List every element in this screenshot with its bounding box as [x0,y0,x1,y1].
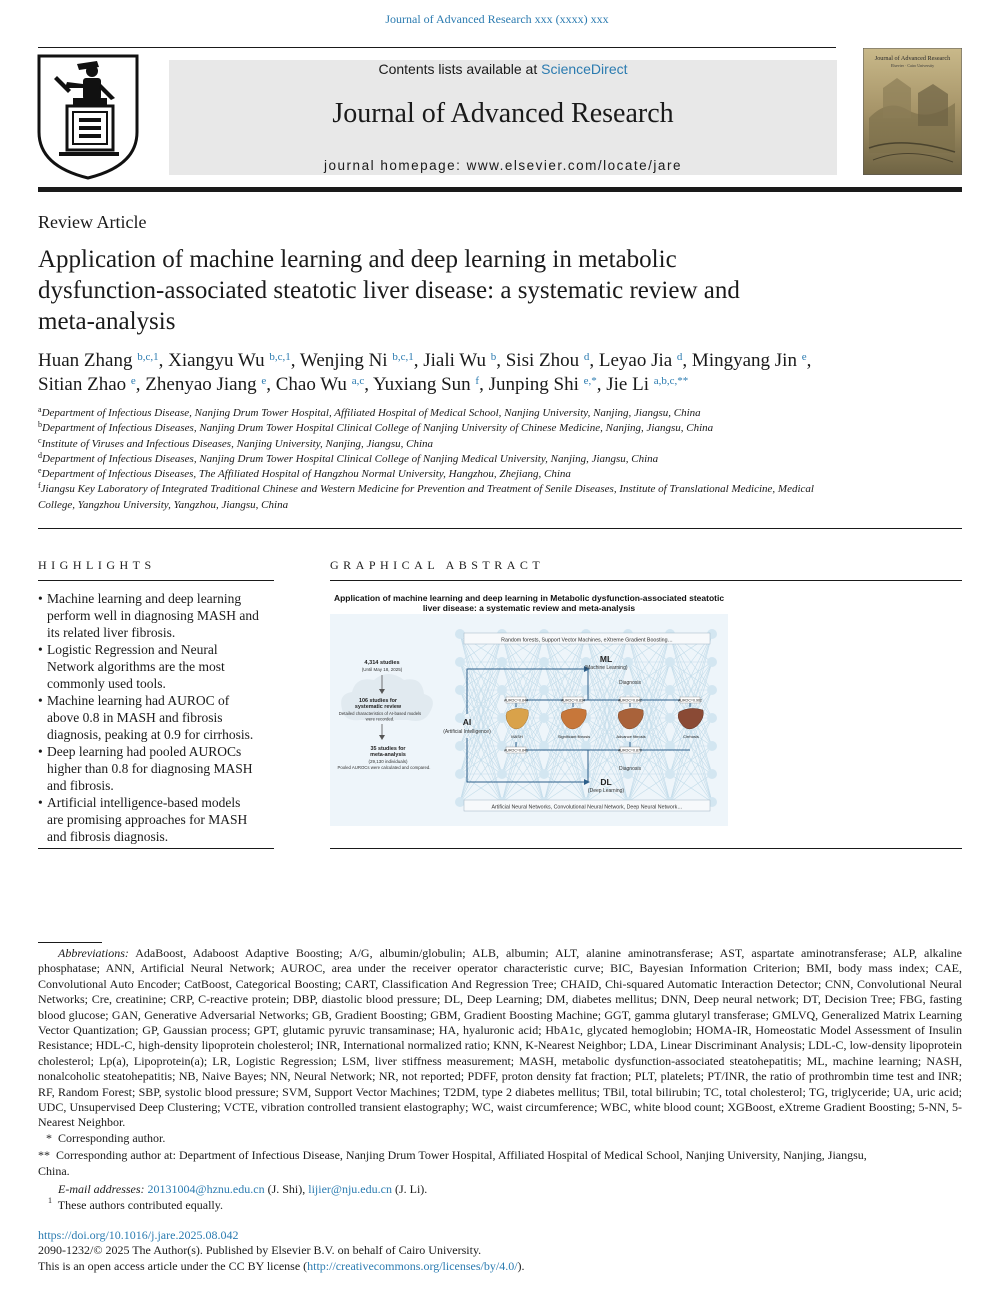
highlight-line: its related liver fibrosis. [47,625,176,640]
ga-title-line: liver disease: a systematic review and meta-analysis [422,603,636,613]
affiliation [38,437,958,452]
author-affil[interactable]: e [801,351,807,363]
network-node [581,685,591,695]
abbreviations-text: AdaBoost, Adaboost Adaptive Boosting; A/G, albumin/globulin; ALB, albumin; ALT, alanine aminotransferase; AST, aspartate aminotransferase; ALP, alkaline phosphatase; ANN, Artificial Neural Network; AUROC, area under the receiver operator characteristic curve; BIC, Bayesian Information Criterion; BMI, body mass index; CAE, Convolutional Auto Encoder; CatBoost, Categorical Boosting; CART, Classification And Regression Tree; CHAID, Chi-squared Automatic Interaction Detector; CNN, Convolutional Neural Networks; Cre, creatinine; CRP, C-reactive protein; DBP, diastolic blood pressure; DL, Deep Learning; DM, diabetes mellitus; DNN, Deep neural network; DT, Decision Tree; FBG, fasting blood glucose; GAN, Generative Adversarial Networks; GB, Gradient Boosting; GBM, Gradient Boosting Machine; GGT, gamma glutaryl transferase; GMLVQ, Generalized Matrix Learning Vector Quantization; GP, Gaussian process; GPT, glutamic pyruvic transaminase; HA, hyaluronic acid; HbA1c, glycated hemoglobin; HOMA-IR, Homeostatic Model Assessment of Insulin Resistance; HDL-C, high-density lipoprotein cholesterol; INR, International normalized ratio; KNN, K-Nearest Neighbor; LDA, Linear Discriminant Analysis; LDL-C, low-density lipoprotein cholesterol; Lp(a), Lipoprotein(a); LR, Logistic Regression; LSM, liver stiffness measurement; MASH, metabolic dysfunction-associated steatohepatitis; ML, machine learning; NASH, nonalcoholic steatohepatitis; NB, Naive Bayes; NN, Neural Network; NR, not reported; PDFF, proton density fat fraction; PLT, platelets; PT/INR, the ratio of prothrombin time test and INR; RF, Random Forest; SBP, systolic blood pressure; SVM, Support Vector Machines; T2DM, type 2 diabetes mellitus; TBil, total bilirubin; TC, total cholesterol; TG, triglyceride; UA, uric acid; UDC, Unsupervised Deep Clustering; VCTE, vibration controlled transient elastography; WC, waist circumference; WBC, white blood count; XGBoost, eXtreme Gradient Boosting; 5-NN, 5-Nearest Neighbor. [38,946,962,1130]
ga-title [330,593,728,613]
cover-title: Journal of Advanced Research [874,55,951,62]
copyright-line: 2090-1232/© 2025 The Author(s). Published by Elsevier B.V. on behalf of Cairo University. [38,1243,482,1258]
license-suffix: ). [517,1258,525,1273]
auroc-tag: AUROC=0.902 [677,698,703,703]
highlight-line: • Machine learning and deep learning [47,591,242,606]
network-node [455,769,465,779]
highlight-line: Network algorithms are the most [47,659,225,674]
affiliation-text: Department of Infectious Diseases, Nanjing Drum Tower Hospital Clinical College of Nanjing University of Chinese Medicine, Nanjing, Jiangsu, China [42,422,714,435]
affiliation [38,406,958,421]
author-name[interactable]: Yuxiang Sun [373,374,471,395]
title-line: Application of machine learning and deep learning in metabolic [38,246,677,273]
header-top-rule [38,47,836,48]
network-node [665,657,675,667]
title-line: meta-analysis [38,308,176,335]
affiliation [38,452,958,467]
author-line: Sitian Zhao $^e$, Zhenyao Jiang $^e$, Chao Wu $^{a,c}$, Yuxiang Sun $^f$, Junping Shi $^{e,*}$, Jie Li $^{a,b,c,**}$ [38,374,689,395]
email-owner: (J. Shi), [267,1182,306,1197]
network-node [539,685,549,695]
studies-2b: systematic review [354,704,402,710]
highlight-line: • Machine learning had AUROC of [47,693,230,708]
footnote-mark: 1 [48,1195,52,1205]
graphical-abstract-heading: GRAPHICAL ABSTRACT [330,558,545,572]
highlight-item [38,641,278,692]
affiliation-text: Jiangsu Key Laboratory of Integrated Traditional Chinese and Western Medicine for Prevention and Treatment of Senile Diseases, Institute of Translational Medicine, Medical [40,483,814,496]
highlight-line: • Deep learning had pooled AUROCs [47,744,242,759]
affiliation-continued: College, Yangzhou University, Yangzhou, Jiangsu, China [38,498,289,511]
corresponding-author-note [38,1131,962,1146]
contents-prefix: Contents lists available at [378,61,542,77]
highlights-bottom-rule [38,848,274,849]
stage-label: MASH [511,734,523,739]
network-node [455,685,465,695]
email-note [38,1182,962,1197]
author-affil[interactable]: a,b,c,** [653,375,689,387]
highlight-line: • Logistic Regression and Neural [47,642,218,657]
network-node [539,713,549,723]
network-node [707,769,717,779]
dl-diagnosis: Diagnosis [619,766,641,772]
affiliation-key: a [38,405,42,414]
author-name[interactable]: Junping Shi [488,374,579,395]
network-node [455,797,465,807]
journal-title: Journal of Advanced Research [332,98,674,129]
highlight-line: commonly used tools. [47,676,166,691]
network-node [455,629,465,639]
author-name[interactable]: Sisi Zhou [505,350,580,371]
network-node [539,769,549,779]
dl-sub: (Deep Learning) [587,788,625,794]
abbreviations-label: Abbreviations: [58,946,129,960]
affiliation-text: Department of Infectious Disease, Nanjing Drum Tower Hospital, Affiliated Hospital of Medical School, Nanjing University, Nanjing, Jiangsu, China [41,407,701,419]
highlight-item [38,794,278,845]
footnote-text: Corresponding author at: Department of Infectious Disease, Nanjing Drum Tower Hospital, Affiliated Hospital of Medical School, Nanjing University, Nanjing, Jiangsu, [56,1148,867,1163]
studies-1-sub: (Until May 18, 2025) [361,667,403,672]
corresponding-author-2-note [38,1148,962,1179]
email-label: E-mail addresses: [58,1182,145,1197]
network-node [455,657,465,667]
sciencedirect-link[interactable]: ScienceDirect [541,61,628,77]
network-node [665,769,675,779]
network-node [707,685,717,695]
studies-3: 35 studies for [370,746,406,752]
affiliation [38,421,958,436]
highlight-item [38,590,278,641]
author-affil[interactable]: e,* [583,375,597,387]
affiliation-key: d [38,450,42,460]
title-line: dysfunction-associated steatotic liver disease: a systematic review and [38,277,740,304]
footnote-mark: ** [38,1148,50,1163]
journal-banner [169,60,837,175]
abbreviations-footnote [38,946,962,1213]
highlight-line: perform well in diagnosing MASH and [47,608,259,623]
doi-block [38,1228,525,1274]
network-node [455,741,465,751]
contents-line [169,60,837,77]
network-node [497,685,507,695]
network-node [665,713,675,723]
journal-cover-image[interactable] [863,48,962,175]
footnote-mark: * [46,1130,52,1145]
author-affil[interactable]: d [583,351,590,363]
equal-contribution-note [38,1195,962,1213]
author-list [38,349,958,397]
highlights-list [38,590,278,845]
auroc-tag: AUROC=0.841 [503,748,529,753]
highlight-line: above 0.8 in MASH and fibrosis [47,710,223,725]
ga-diagram [330,614,728,826]
ml-diagnosis: Diagnosis [619,680,641,686]
auroc-tag: AUROC=0.870 [617,748,643,753]
network-node [707,713,717,723]
affiliation-text: Institute of Viruses and Infectious Diseases, Nanjing University, Nanjing, Jiangsu, China [41,437,434,450]
author-name[interactable]: Zhenyao Jiang [145,374,257,395]
footnote-text: These authors contributed equally. [57,1197,223,1212]
studies-2: 106 studies for [358,698,398,704]
auroc-tag: AUROC=0.834 [560,698,586,703]
studies-3-sub: (29,130 individuals) [368,759,408,764]
email-link-shi[interactable]: 20131004@hznu.edu.cn [147,1182,265,1197]
affiliation-key: c [38,435,42,445]
license-line [38,1259,525,1274]
network-node [497,769,507,779]
studies-2-sub: Detailed characteristics of AI-based models [338,711,422,716]
ga-bottom-rule [330,848,962,849]
auroc-tag: AUROC=0.842 [617,698,643,703]
studies-3-sub2: Pooled AUROCs were calculated and compared. [337,765,431,770]
doi-link[interactable]: https://doi.org/10.1016/j.jare.2025.08.042 [38,1228,239,1242]
journal-homepage[interactable]: journal homepage: www.elsevier.com/locate/jare [324,158,682,173]
author-name[interactable]: Jiali Wu [423,350,486,371]
dl-label: DL [600,777,612,787]
network-node [623,685,633,695]
author-affil[interactable]: e [130,375,136,387]
network-node [497,657,507,667]
license-link[interactable]: http://creativecommons.org/licenses/by/4.0/ [307,1258,518,1273]
section-rule [38,528,962,529]
author-name[interactable]: Mingyang Jin [691,350,797,371]
highlight-line: are promising approaches for MASH [47,812,248,827]
header-thick-rule [38,187,962,192]
network-node [665,685,675,695]
affiliation-key: f [38,481,41,491]
network-node [539,657,549,667]
cairo-university-logo [37,54,139,180]
affiliation-key: b [38,420,42,430]
ml-sub: (Machine Learning) [584,665,628,671]
ai-label: AI [462,717,472,727]
author-name[interactable]: Leyao Jia [598,350,673,371]
author-affil[interactable]: e [261,375,267,387]
author-name[interactable]: Huan Zhang [38,350,133,371]
author-affil[interactable]: a,c [351,375,365,387]
author-affil[interactable]: b,c,1 [269,351,291,363]
license-prefix: This is an open access article under the CC BY license ( [38,1258,308,1273]
author-affil[interactable]: f [475,375,480,387]
highlight-line: higher than 0.8 for diagnosing MASH [47,761,253,776]
article-type: Review Article [38,212,147,232]
email-owner: (J. Li). [394,1182,428,1197]
network-node [497,713,507,723]
ml-algorithms: Random forests, Support Vector Machines, eXtreme Gradient Boosting… [501,637,673,644]
affiliation-text: Department of Infectious Diseases, Nanjing Drum Tower Hospital Clinical College of Nanjing Medical University, Nanjing, Jiangsu, China [42,452,659,465]
ml-label: ML [599,654,613,664]
footnote-rule [38,942,102,943]
affiliation-list [38,406,958,513]
footnote-text: Corresponding author. [58,1130,166,1145]
highlight-item [38,692,278,743]
author-affil[interactable]: d [676,351,683,363]
affiliation [38,467,958,482]
author-affil[interactable]: b,c,1 [392,351,414,363]
network-node [581,769,591,779]
affiliation-text: Department of Infectious Diseases, The Affiliated Hospital of Hangzhou Normal University, Hangzhou, Zhejiang, China [41,468,571,481]
author-name[interactable]: Sitian Zhao [38,374,127,395]
studies-3b: meta-analysis [370,752,406,758]
author-name[interactable]: Jie Li [606,374,649,395]
author-name[interactable]: Xiangyu Wu [168,350,265,371]
ga-title-line: Application of machine learning and deep learning in Metabolic dysfunction-associated steatotic [333,593,725,603]
email-link-li[interactable]: lijier@nju.edu.cn [308,1182,392,1197]
stage-label: Cirrhosis [683,734,699,739]
studies-2-sub2: were recorded. [365,716,395,722]
highlights-heading: HIGHLIGHTS [38,558,156,572]
footnote-text-continued: China. [38,1163,70,1178]
author-line: Huan Zhang $^{b,c,1}$, Xiangyu Wu $^{b,c,1}$, Wenjing Ni $^{b,c,1}$, Jiali Wu $^b$, Sisi Zhou $^d$, Leyao Jia $^d$, Mingyang Jin $^e$, [38,350,812,371]
author-name[interactable]: Wenjing Ni [299,350,388,371]
highlight-line: and fibrosis. [47,778,114,793]
highlight-item [38,743,278,794]
stage-label: Advance fibrosis [616,734,646,739]
cover-subtitle: Elsevier · Cairo University [890,63,935,68]
highlights-top-rule [38,580,274,581]
studies-1: 4,314 studies [364,660,400,666]
journal-reference[interactable]: Journal of Advanced Research xxx (xxxx) xxx [385,12,609,26]
affiliation [38,482,958,497]
author-affil[interactable]: b,c,1 [137,351,159,363]
auroc-tag: AUROC=0.844 [503,698,529,703]
ga-top-rule [330,580,962,581]
highlight-line: • Artificial intelligence-based models [47,795,241,810]
highlight-line: and fibrosis diagnosis. [47,829,169,844]
network-node [707,657,717,667]
stage-label: Significant fibrosis [557,734,591,739]
author-affil[interactable]: b [490,351,497,363]
article-title [38,244,938,337]
dl-algorithms: Artificial Neural Networks, Convolutional Neural Network, Deep Neural Network… [491,804,683,811]
ai-sub: (Artificial Intelligence) [443,729,491,735]
affiliation-key: e [38,466,42,476]
graphical-abstract-figure[interactable] [330,590,728,826]
author-name[interactable]: Chao Wu [275,374,347,395]
highlight-line: diagnosis, peaking at 0.9 for cirrhosis. [47,727,254,742]
network-node [707,741,717,751]
